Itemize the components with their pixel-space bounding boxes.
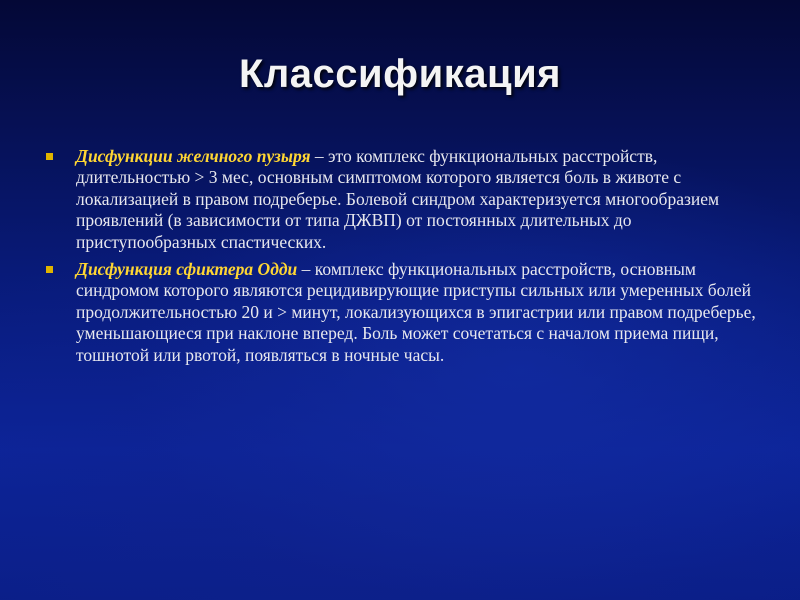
item-text: – комплекс функциональных расстройств, основным синдромом которого являются рецидивирующие приступы сильных или умеренных болей продолжительностью 20 и > минут, локализующихся в эпигастрии или правом подреберье, уменьшающиеся при наклоне вперед. Боль может сочетаться с началом приема пищи, тошнотой или рвотой, появляться в ночные часы. — [76, 259, 756, 365]
square-bullet-icon — [46, 153, 53, 160]
item-text: – это комплекс функциональных расстройств, длительностью > 3 мес, основным симптомом которого является боль в животе с локализацией в правом подреберье. Болевой синдром характеризуется многообразием проявлений (в зависимости от типа ДЖВП) от постоянных длительных до приступообразных спастических. — [76, 146, 720, 252]
item-term: Дисфункция сфиктера Одди — [76, 259, 298, 280]
bullet-list — [76, 146, 766, 372]
list-item — [76, 259, 766, 366]
item-term: Дисфункции желчного пузыря — [76, 146, 311, 166]
list-item — [76, 146, 766, 253]
square-bullet-icon — [46, 266, 53, 273]
slide-title: Классификация — [238, 52, 562, 96]
